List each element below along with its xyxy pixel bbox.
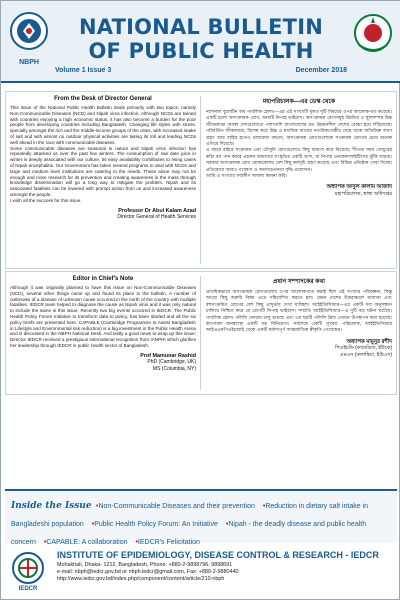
institute-address: Mohakhali, Dhaka- 1212, Bangladesh, Phone: +880-2-9898796, 9898691: [57, 562, 233, 568]
inside-issue-item[interactable]: •Reduction in dietary salt intake in Bangladeshi population: [11, 503, 369, 528]
director-desk-paragraph-bn: ন্যাশনাল বুলেটিন অব পাবলিক হেলথ—এর এই সংখ্যাটি মূলত দুটি বিষয়ের ওপর আলোকপাত করেছে। একটি হলো অসংক্রামক রোগ, অন্যটি নিপাহ ভাইরাস। অসংক্রামক রোগসমূহ উন্নতির ও স্থূলসম্পন্ন উচ্চ জীবনযাত্রা অবস্থা দেশগুলোতে পাশাপাশি বাংলাদেশের মত উন্নয়নশীল দেশের বোঝা হয়ে দাঁড়িয়েছে। পরিবর্তিত জীবনধারা, বিশেষ করে উচ্চ ও মধ্যবিত্ত আয়ের নাগরিকগোষ্ঠীর দেহে থাকে অতিরিক্ত লবণ গ্রহণ আর বাহির হতেও চলাফেরা অভাব, অসংক্রামক রোগগুলোকে সংক্রামক রোগের চেয়ে অনেক এগিয়ে দিয়েছে।: [206, 110, 392, 148]
director-name: Professor Dr Abul Kalam Azad: [118, 207, 196, 214]
director-desk-paragraph-bn: আমি এ সংখ্যার সর্বাঙ্গীণ সাফল্য কামনা করি।: [206, 174, 288, 180]
editor-degree-2: MS (Columbia, NY): [152, 365, 196, 372]
inside-issue-item[interactable]: •Nipah - the deadly disease and public health concern: [11, 521, 367, 546]
editor-note-heading: Editor in Chief's Note: [72, 276, 134, 282]
director-desk-english: [10, 96, 196, 220]
title-line-1: NATIONAL BULLETIN: [79, 15, 323, 39]
editor-name: Prof Mamunar Rashid: [140, 352, 196, 359]
director-desk-bangla: [206, 96, 392, 197]
inside-issue-item[interactable]: •CAPABLE: A collaboration: [43, 539, 128, 546]
institute-contact: [57, 562, 393, 583]
iedcr-logo-label: IEDCR: [18, 586, 38, 592]
inside-the-issue: [5, 489, 397, 546]
editor-note-paragraph-bn: প্রাথমিকভাবে অসংক্রামক রোগগুলোর ওপর আলোকপাত করাই ছিল এই সংখ্যার পরিকল্পনা, কিন্তু আরো কিছু জরুরি বিষয় এতে সন্নিবেশিত করতে হল। যেমন দেশের উত্তরাঞ্চলে অজানা এবং বহুসংক্রমিত রোগের বেশ কিছু প্রাদুর্ভাব দেখা যাচ্ছিল। আইইডিসিআর—এর একটি দল অনুসন্ধান চালিয়ে নিশ্চিত করে যে রোগটি নিপাহ ভাইরাস। সম্প্রতি আইইডিসিআর—এ দুটি বড় ঘটনা ঘটেছে। পাবলিক হেলথ পলিসি ফোরাম চালু হয়েছে এবং এর ছয়টি পলিসি ব্রিফ এখানে উপস্থাপন করা হয়েছে। ক্যাপাবল জনস্বাস্থ্যে একটি বড় বিনিয়োগ। সর্বশেষে একটি সুখবর: পরিচালক, আইইডিসিআর আইএএনপিএইচআই থেকে একটি মর্যাদাপূর্ণ আন্তর্জাতিক স্বীকৃতি পেয়েছেন।: [206, 290, 392, 334]
editor-degree-2-bn: এমএস (কলাম্বিয়া, ইউএস): [339, 351, 392, 358]
editor-signature: [10, 353, 196, 372]
volume-issue: Volume 1 Issue 3: [55, 67, 112, 74]
government-seal-icon: [353, 11, 393, 57]
editor-signature-bn: [206, 339, 392, 358]
nbph-logo-label: NBPH: [19, 59, 39, 66]
title-line-2: OF PUBLIC HEALTH: [88, 39, 314, 63]
director-desk-paragraph-bn: এ বছরে বাইরে সংক্রামক এবং মৌসুমি রোগগুলোও কিছু জায়গা করে নিয়েছে। শীতের সময় খেজুরের কাঁচা রস পান করার প্রচলন আমাদের সংস্কৃতির একটি অংশ, যা নিপাহ এনকেফালাইটিসের ঝুঁকি বাড়ায়। সরকার অসংক্রামক রোগ মোকাবেলায় বেশ কিছু কর্মসূচি গ্রহণ করেছে এবং বিভিন্ন প্রতিষ্ঠান সেবা দিচ্ছে। প্রতিরোধে আরও গবেষণা ও জনসচেতনতা বৃদ্ধি প্রয়োজন।: [206, 148, 392, 173]
institute-email[interactable]: e-mail: nbph@iedcr.gov.bd or nbph.iedcr@gmail.com, Fax: +880-2-9880440: [57, 569, 239, 575]
masthead: [1, 1, 400, 83]
director-title-bn: মহাপরিচালক, স্বাস্থ্য অধিদপ্তর: [334, 190, 392, 197]
director-desk-paragraph: This issue of the National Public Health Bulletin deals primarily with two topics, namely Non-Communicable Diseases (NCD) and Nipah virus infection. Although NCDs are twined with countries enjoying a high economic status, it has also become a burden for the poor people from developing countries including Bangladesh. Changing life styles with stress, specially amongst the rich and the middle-income groups of the cities, with increased intake of salt and with almost no outdoor physical activities are taking its toll and leading NCDs well ahead in the race with communicable diseases.: [10, 105, 196, 145]
director-signature: [10, 208, 196, 221]
issue-date: December 2018: [295, 67, 347, 74]
bulletin-title: [55, 15, 347, 63]
institute-footer: [5, 547, 397, 597]
editor-section: [5, 271, 397, 395]
director-signature-bn: [206, 184, 392, 197]
inside-issue-item[interactable]: •Non-Communicable Diseases and their prevention: [96, 503, 255, 510]
director-desk-heading: From the Desk of Director General: [54, 96, 152, 102]
inside-issue-item[interactable]: •IEDCR's Felicitation: [135, 539, 200, 546]
director-name-bn: অধ্যাপক আবুল কালাম আজাদ: [326, 184, 392, 191]
director-desk-paragraph: I wish all the success for this issue.: [10, 197, 82, 203]
institute-web-link[interactable]: http://www.iedcr.gov.bd/index.php/component/content/article/210-nbph: [57, 576, 225, 582]
director-general-section: [5, 91, 397, 269]
column-divider: [200, 96, 201, 264]
editor-degree-1-bn: পিএইচডি (ক্যামব্রিজ, ইউকে): [334, 345, 392, 352]
nbph-logo-icon: [9, 11, 49, 57]
director-title: Director General of Health Services: [117, 213, 196, 220]
editor-note-bangla: [206, 276, 392, 358]
inside-issue-item[interactable]: •Public Health Policy Forum: An Initiative: [91, 521, 218, 528]
volume-bar: [55, 67, 347, 79]
institute-name: INSTITUTE OF EPIDEMIOLOGY, DISEASE CONTROL & RESEARCH - IEDCR: [57, 550, 379, 560]
editor-note-paragraph: Although it was originally planned to have this issue on Non-Communicable Diseases (NCD), several other things came up and found its place in the bulletin. A number of outbreaks of a disease of unknown cause occurred in the north of the country with multiple fatalities. IEDCR team helped to diagnose the cause as Nipah virus and it was only natural to include the same in this issue. Recently two big events occurred in IEDCR. The Public Health Policy Forum Initiative to transform data to policy, has been started and all the six policy briefs are presented here. CAPABLE (Cambridge Programme to Assist Bangladesh in Lifestyle and Environmental risk reduction) is a big investment in the Public Health Arena and is discussed in the NBPH National Desk. And lastly a good news to wrap up this issue: Director IEDCR received a prestigious international recognition from IANPHI which glorifies her leadership through IEDCR in public health sector of Bangladesh.: [10, 285, 196, 348]
editor-note-heading-bn: প্রধান সম্পাদকের কথা: [272, 279, 326, 285]
director-desk-heading-bn: মহাপরিচালক—এর ডেস্ক থেকে: [262, 99, 336, 105]
editor-degree-1: PhD (Cambridge, UK): [147, 359, 196, 366]
director-desk-paragraph: Some communicable diseases are seasonal in nature and Nipah virus infection has repeatedly attacked us over the past few winters. The consumption of raw date juice in winter is deeply associated with our culture. Its easy availability contributes to rising cases of Nipah encephalitis. Our Government has taken several programs to deal with NCDs and large and medium level institutions are catering to the needs. These alone may not be enough and more research for its prevention and creating awareness in the mass through knowledge dissemination will go a long way to mitigate the problem. Nipah and its associated fatalities can be lowered with prompt action from us and increased awareness amongst the people.: [10, 145, 196, 197]
column-divider: [200, 276, 201, 390]
inside-issue-label: Inside the Issue: [11, 501, 92, 511]
iedcr-logo-icon: [11, 551, 45, 585]
editor-note-english: [10, 276, 196, 372]
editor-name-bn: অধ্যাপক মামুনুর রশীদ: [346, 338, 392, 345]
